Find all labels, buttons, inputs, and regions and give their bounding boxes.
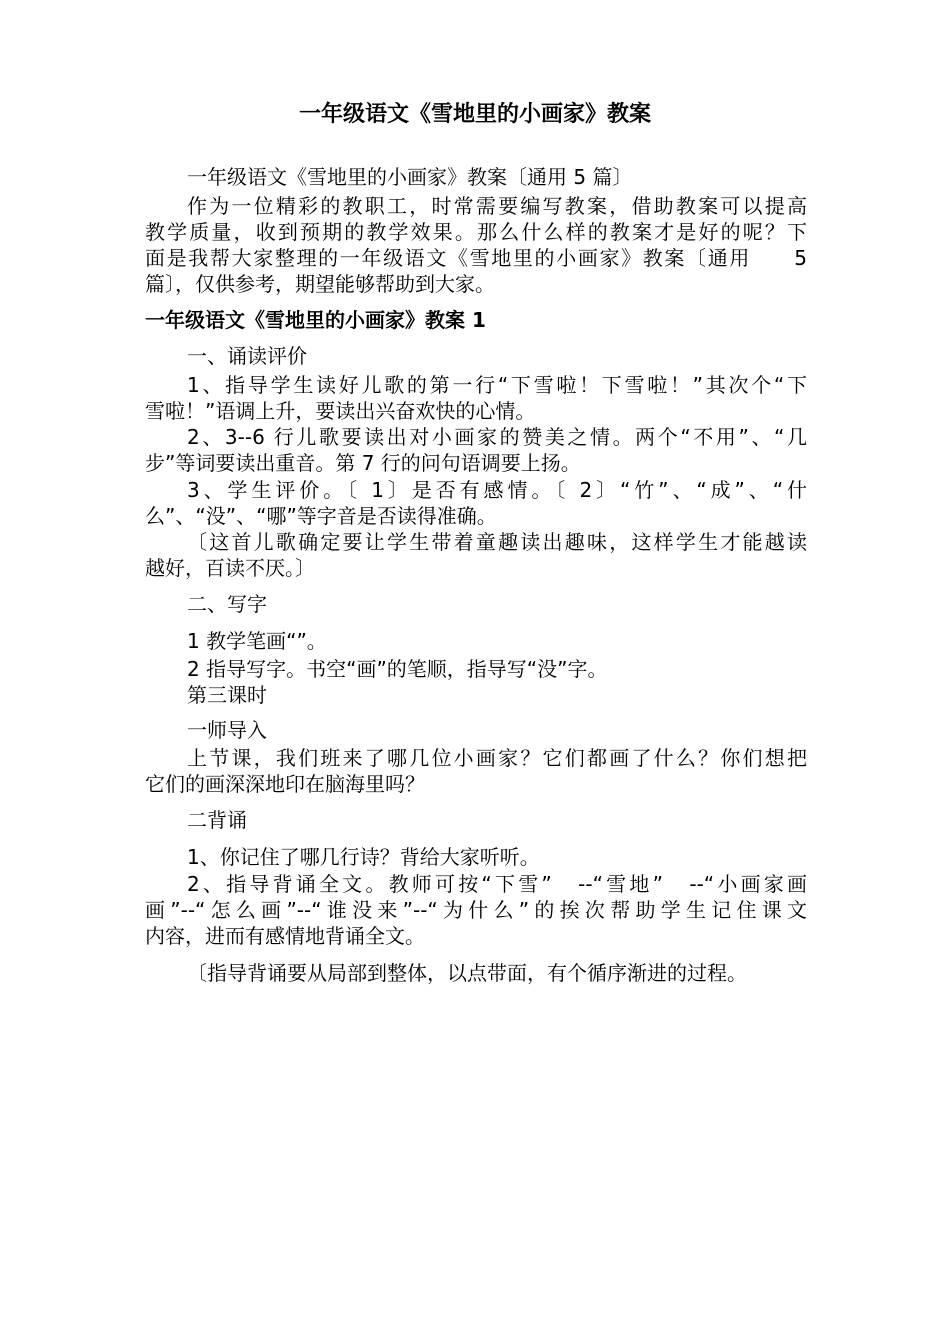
lesson3-heading: 第三课时 <box>187 683 267 707</box>
lesson3-part1-heading: 一师导入 <box>187 718 267 742</box>
document-title: 一年级语文《雪地里的小画家》教案 <box>298 102 651 127</box>
part1-note-line-1: 〔这首儿歌确定要让学生带着童趣读出趣味，这样学生才能越读 <box>187 530 807 554</box>
lesson3-part2-heading: 二背诵 <box>187 808 247 832</box>
part1-note-line-2: 越好，百读不厌。〕 <box>145 556 315 580</box>
part1-item2-line-1: 2、3--6 行儿歌要读出对小画家的赞美之情。两个“不用”、“几 <box>187 425 807 449</box>
part1-item1-line-2: 雪啦！”语调上升，要读出兴奋欢快的心情。 <box>145 399 536 423</box>
intro-line-1: 作为一位精彩的教职工，时常需要编写教案，借助教案可以提高 <box>187 194 807 218</box>
document-subtitle: 一年级语文《雪地里的小画家》教案〔通用 5 篇〕 <box>187 165 633 189</box>
part1-item2-line-2: 步”等词要读出重音。第 7 行的问句语调要上扬。 <box>145 451 581 475</box>
intro-line-3: 面是我帮大家整理的一年级语文《雪地里的小画家》教案〔通用 5 <box>145 246 807 270</box>
part1-heading: 一、诵读评价 <box>187 344 307 368</box>
part2-heading: 二、写字 <box>187 592 267 616</box>
intro-line-2: 教学质量，收到预期的教学效果。那么什么样的教案才是好的呢？下 <box>145 220 807 244</box>
lesson3-part2-note: 〔指导背诵要从局部到整体，以点带面，有个循序渐进的过程。 <box>187 961 747 985</box>
lesson3-part2-item2-line-1: 2、指导背诵全文。教师可按“下雪” --“雪地” --“小画家画 <box>187 872 807 896</box>
lesson3-part2-item1: 1、你记住了哪几行诗？背给大家听听。 <box>187 845 540 869</box>
part2-item2: 2 指导写字。书空“画”的笔顺，指导写“没”字。 <box>187 657 608 681</box>
part1-item3-line-2: 么”、“没”、“哪”等字音是否读得准确。 <box>145 504 497 528</box>
intro-line-4: 篇〕，仅供参考，期望能够帮助到大家。 <box>145 272 495 296</box>
lesson3-part1-line-2: 它们的画深深地印在脑海里吗？ <box>145 772 425 796</box>
lesson3-part1-line-1: 上节课，我们班来了哪几位小画家？它们都画了什么？你们想把 <box>187 746 807 770</box>
section-heading: 一年级语文《雪地里的小画家》教案 1 <box>145 308 486 332</box>
lesson3-part2-item2-line-2: 画”--“怎么画”--“谁没来”--“为什么”的挨次帮助学生记住课文 <box>145 898 807 922</box>
part1-item1-line-1: 1、指导学生读好儿歌的第一行“下雪啦！下雪啦！”其次个“下 <box>187 373 807 397</box>
lesson3-part2-item2-line-3: 内容，进而有感情地背诵全文。 <box>145 924 425 948</box>
part2-item1: 1 教学笔画“”。 <box>187 629 327 653</box>
part1-item3-line-1: 3、学生评价。〔 1〕是否有感情。〔 2〕“竹”、“成”、“什 <box>187 478 807 502</box>
